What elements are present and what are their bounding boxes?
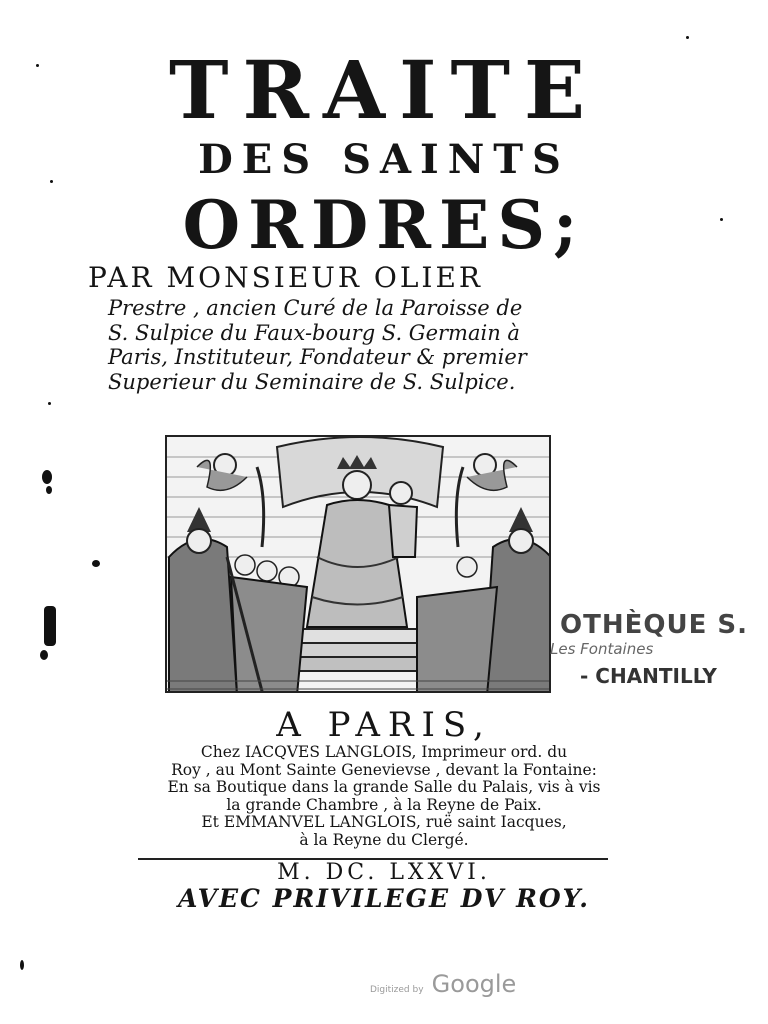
publication-date: M. DC. LXXVI. [277, 860, 491, 885]
privilege-line: AVEC PRIVILEGE DV ROY. [178, 884, 590, 913]
imprint-line: Chez IACQVES LANGLOIS, Imprimeur ord. du [200, 743, 568, 761]
imprint-line: En sa Boutique dans la grande Salle du Palais, vis à vis [167, 778, 601, 796]
ink-speck [44, 606, 56, 646]
ink-speck [42, 470, 52, 484]
ink-speck [40, 650, 48, 660]
title-line-3: ORDRES; [182, 186, 586, 264]
library-stamp [470, 600, 768, 700]
ink-speck [36, 64, 39, 67]
description-line: Prestre , ancien Curé de la Paroisse de [108, 296, 523, 320]
place-of-publication: A PARIS, [276, 705, 492, 745]
title-line-2: DES SAINTS [198, 136, 570, 183]
author-description [108, 296, 668, 394]
digitized-prefix: Digitized by [370, 985, 424, 995]
description-line: Superieur du Seminaire de S. Sulpice. [108, 369, 516, 394]
description-line: Paris, Instituteur, Fondateur & premier [108, 345, 527, 369]
ink-speck [686, 36, 689, 39]
imprint-line: la grande Chambre , à la Reyne de Paix. [226, 795, 542, 814]
stamp-line: - CHANTILLY [580, 664, 717, 688]
ink-speck [92, 560, 100, 567]
imprint-line: Et EMMANVEL LANGLOIS, ruë saint Iacques, [201, 813, 567, 831]
ink-speck [50, 180, 53, 183]
imprint-line: Roy , au Mont Sainte Genevievse , devant la Fontaine: [171, 760, 597, 779]
ink-speck [46, 486, 52, 494]
google-logo: Google [431, 970, 517, 998]
title-line-1: TRAITE [168, 43, 599, 137]
ink-speck [20, 960, 24, 970]
imprint [60, 744, 708, 849]
ink-speck [720, 218, 723, 221]
ink-speck [48, 402, 51, 405]
author-line: PAR MONSIEUR OLIER [88, 261, 483, 294]
digitized-watermark [370, 970, 516, 998]
stamp-line: OTHÈQUE S. [560, 610, 748, 640]
imprint-line: à la Reyne du Clergé. [299, 830, 469, 849]
stamp-line: Les Fontaines [550, 640, 654, 658]
description-line: S. Sulpice du Faux-bourg S. Germain à [108, 320, 520, 345]
